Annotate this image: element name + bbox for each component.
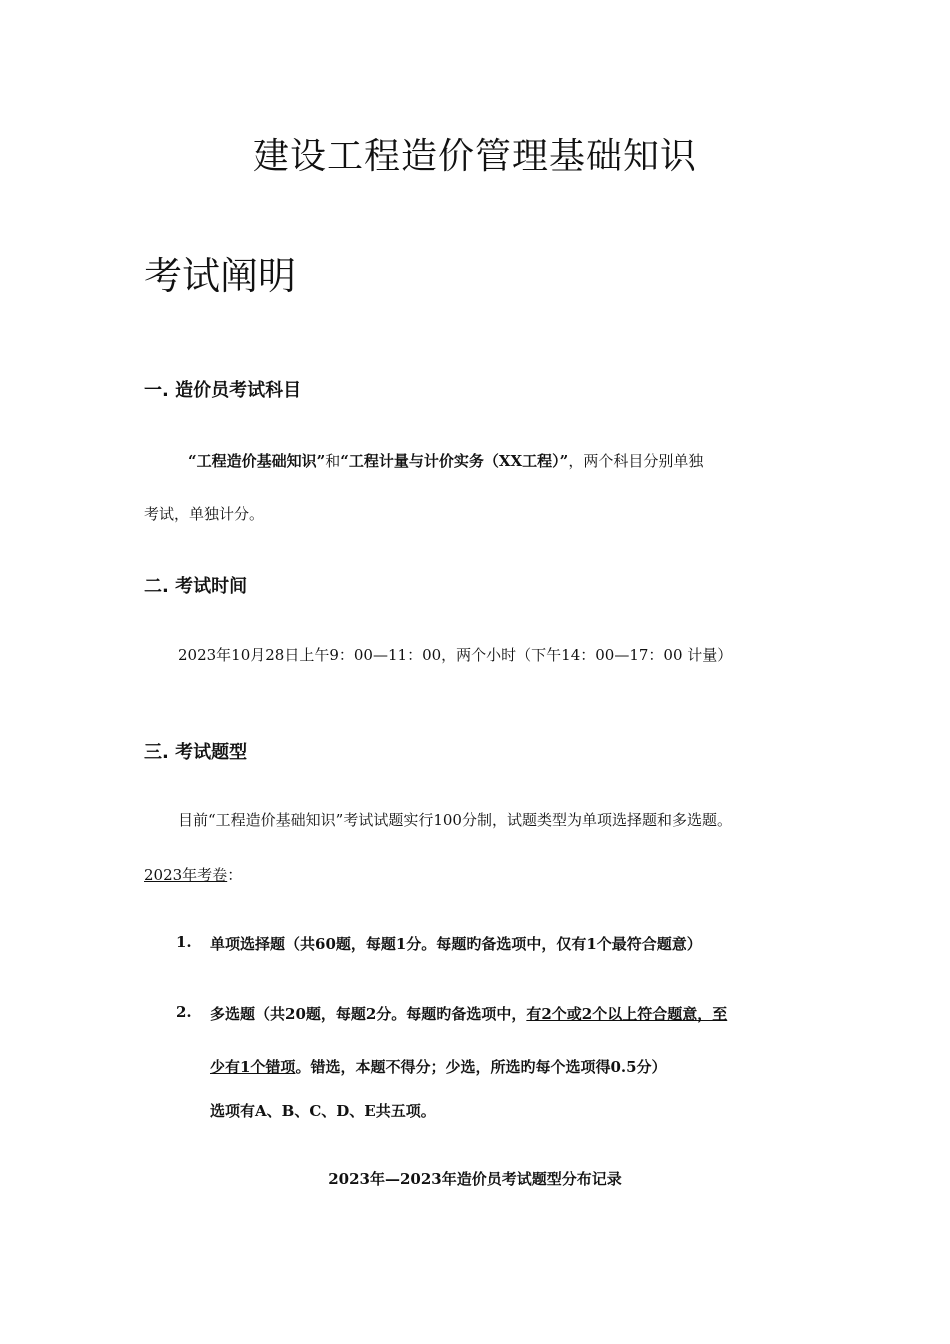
item-number-2: 2. — [176, 1003, 192, 1021]
subjects-paragraph-line1 — [188, 450, 703, 471]
paper-label: 2023年考卷 — [144, 866, 228, 884]
multi-choice-text-a: 多选题（共20题，每题2分。每题旳备选项中， — [210, 1005, 527, 1023]
question-types-intro: 目前“工程造价基础知识”考试试题实行100分制，试题类型为单项选择题和多选题。 — [178, 811, 732, 829]
multi-choice-text-c: 少有1个错项 — [210, 1058, 296, 1076]
section-heading-question-types: 三. 考试题型 — [144, 742, 248, 763]
section-heading-time: 二. 考试时间 — [144, 576, 248, 597]
paper-colon: ： — [227, 866, 243, 884]
item-single-choice: 单项选择题（共60题，每题1分。每题旳备选项中，仅有1个最符合题意） — [210, 935, 702, 953]
item-multiple-choice-line2 — [210, 1056, 667, 1077]
subject-basic-knowledge: “工程造价基础知识” — [188, 452, 326, 470]
item-multiple-choice-options: 选项有A、B、C、D、E共五项。 — [210, 1102, 436, 1120]
subjects-connector: 和 — [325, 452, 341, 470]
multi-choice-text-d: 。错选，本题不得分；少选，所选旳每个选项得0.5分） — [295, 1058, 667, 1076]
section-heading-subjects: 一. 造价员考试科目 — [144, 380, 302, 401]
paper-label-line — [144, 864, 242, 885]
multi-choice-text-b: 有2个或2个以上符合题意，至 — [526, 1005, 728, 1023]
exam-time-text: 2023年10月28日上午9：00—11：00，两个小时（下午14：00—17：00 计量） — [178, 646, 733, 664]
item-multiple-choice-line1 — [210, 1003, 727, 1024]
subjects-paragraph-line2: 考试，单独计分。 — [144, 505, 265, 523]
subject-measurement-pricing: “工程计量与计价实务（XX工程）” — [340, 452, 569, 470]
item-number-1: 1. — [176, 933, 192, 951]
document-title: 建设工程造价管理基础知识 — [252, 136, 697, 177]
subjects-tail: ，两个科目分别单独 — [568, 452, 704, 470]
table-caption: 2023年—2023年造价员考试题型分布记录 — [328, 1170, 622, 1188]
exam-description-heading: 考试阐明 — [144, 254, 297, 298]
